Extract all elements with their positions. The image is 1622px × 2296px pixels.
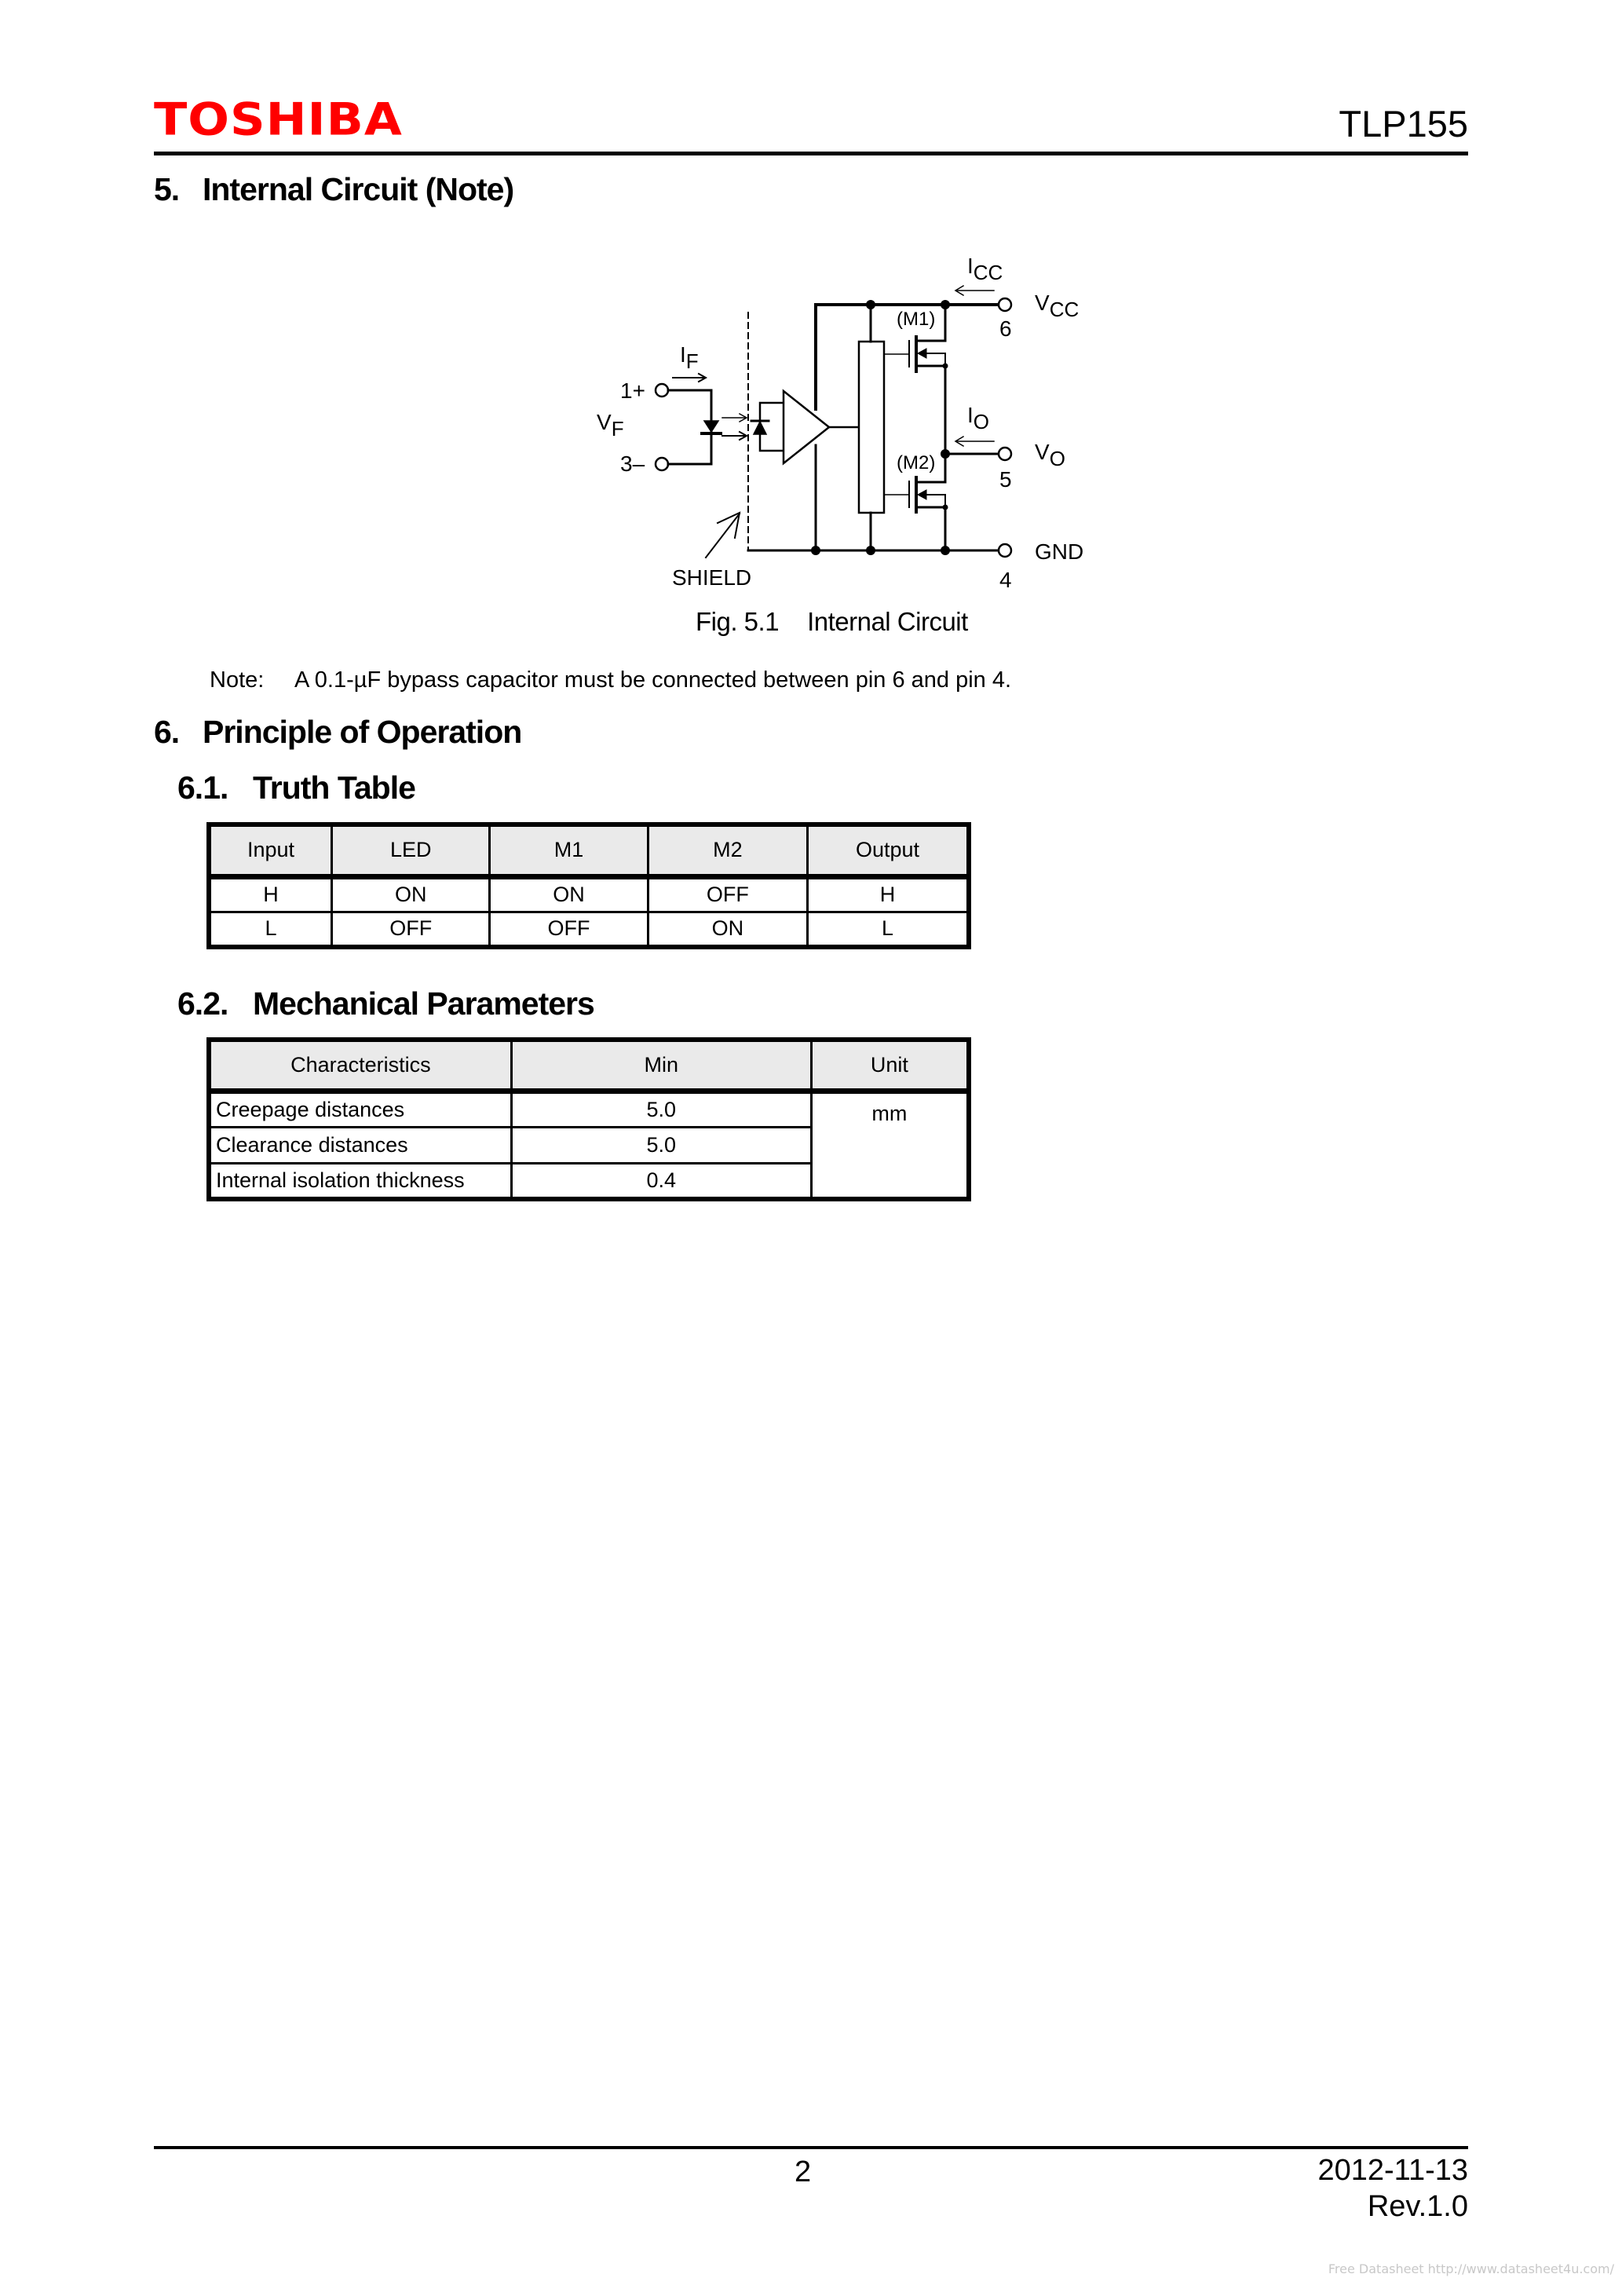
watermark: Free Datasheet http://www.datasheet4u.com/ [1328, 2261, 1614, 2276]
note-text: A 0.1-µF bypass capacitor must be connected between pin 6 and pin 4. [294, 667, 1012, 693]
section-title: Internal Circuit (Note) [203, 171, 514, 207]
figure-title: Internal Circuit [807, 607, 968, 636]
table-cell: OFF [490, 912, 648, 947]
truth-table-heading [177, 769, 415, 806]
table-cell: L [808, 912, 969, 947]
column-header: Unit [811, 1040, 969, 1091]
pin4-label: 4 [999, 568, 1012, 592]
table-row [209, 912, 969, 947]
subsection-title: Mechanical Parameters [253, 985, 594, 1022]
footer-rule [154, 2146, 1468, 2149]
table-row [209, 876, 969, 912]
revision-number: Rev.1.0 [1367, 2190, 1468, 2223]
pin6-label: 6 [999, 316, 1012, 341]
table-cell: Creepage distances [209, 1091, 511, 1127]
table-row [209, 1091, 969, 1127]
if-label: IF [680, 342, 699, 373]
column-header: LED [332, 824, 490, 876]
revision-date: 2012-11-13 [1317, 2154, 1468, 2187]
column-header: Output [808, 824, 969, 876]
m2-label: (M2) [897, 452, 936, 473]
internal-circuit-diagram [0, 0, 1622, 628]
section-6-heading [154, 713, 521, 751]
table-cell: Internal isolation thickness [209, 1163, 511, 1199]
note-label: Note: [210, 667, 265, 693]
table-cell: L [209, 912, 332, 947]
column-header: M2 [648, 824, 807, 876]
table-cell: OFF [648, 876, 807, 912]
bypass-note [210, 666, 1011, 694]
io-label: IO [967, 403, 990, 433]
column-header: Input [209, 824, 332, 876]
pin5-label: 5 [999, 467, 1012, 492]
figure-number: Fig. 5.1 [696, 607, 780, 636]
table-cell: ON [648, 912, 807, 947]
table-cell: 0.4 [511, 1163, 811, 1199]
section-number: 5. [154, 171, 180, 207]
subsection-title: Truth Table [253, 770, 415, 806]
pin1-label: 1+ [620, 378, 645, 403]
subsection-number: 6.1. [177, 770, 228, 806]
shield-label: SHIELD [672, 565, 752, 590]
table-cell: 5.0 [511, 1127, 811, 1163]
toshiba-logo: TOSHIBA [154, 93, 403, 146]
table-cell: 5.0 [511, 1091, 811, 1127]
table-cell: ON [332, 876, 490, 912]
mechanical-parameters-table [206, 1037, 971, 1201]
page-number: 2 [795, 2155, 812, 2188]
figure-caption [696, 606, 968, 638]
unit-cell: mm [811, 1091, 969, 1199]
table-cell: Clearance distances [209, 1127, 511, 1163]
column-header: M1 [490, 824, 648, 876]
column-header: Characteristics [209, 1040, 511, 1091]
table-cell: ON [490, 876, 648, 912]
vo-label: VO [1035, 440, 1065, 470]
pin3-label: 3– [620, 452, 645, 476]
column-header: Min [511, 1040, 811, 1091]
part-number: TLP155 [1339, 103, 1468, 144]
subsection-number: 6.2. [177, 985, 228, 1022]
m1-label: (M1) [897, 309, 936, 330]
vcc-label: VCC [1035, 291, 1080, 321]
truth-table [206, 822, 971, 949]
mechanical-heading [177, 985, 594, 1022]
section-title: Principle of Operation [203, 714, 522, 750]
table-cell: H [808, 876, 969, 912]
table-cell: H [209, 876, 332, 912]
section-number: 6. [154, 714, 180, 750]
gnd-label: GND [1035, 539, 1084, 564]
vf-label: VF [597, 410, 624, 441]
table-cell: OFF [332, 912, 490, 947]
icc-label: ICC [967, 254, 1003, 284]
